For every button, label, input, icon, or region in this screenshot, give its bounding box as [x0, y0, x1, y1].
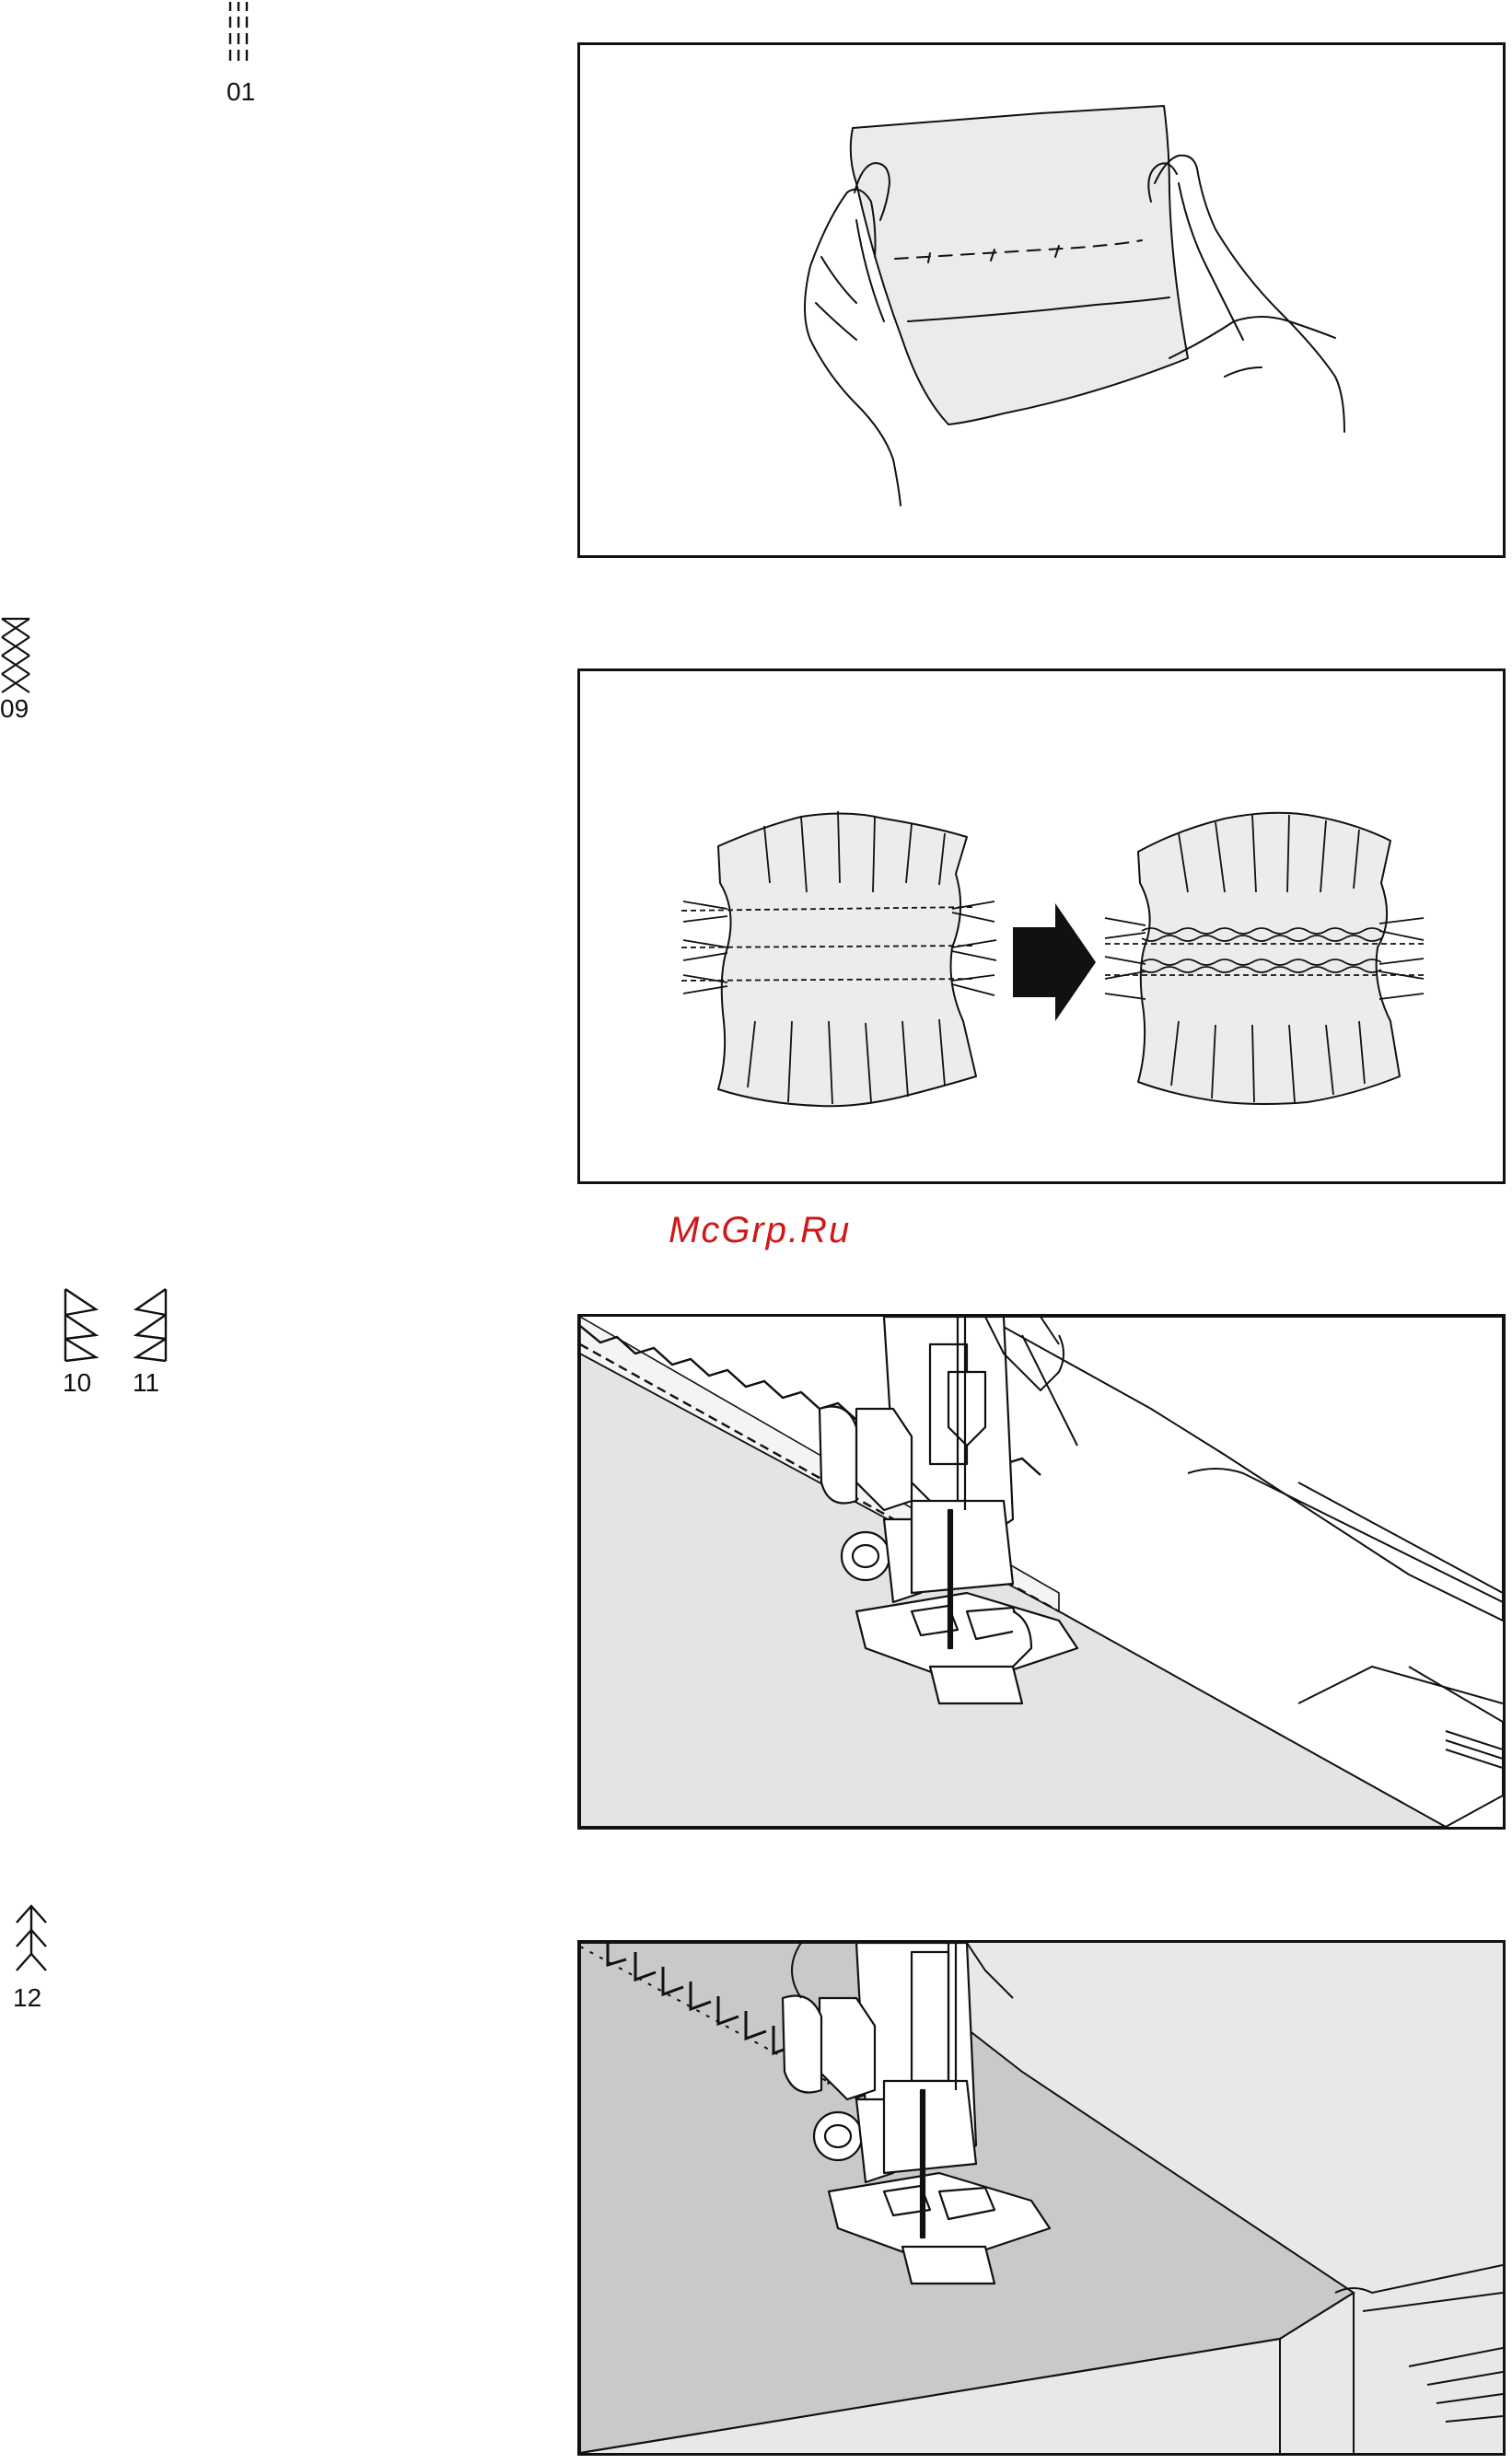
stitch-label-01: 01 — [227, 77, 256, 106]
stitch-label-11: 11 — [133, 1368, 160, 1397]
stitch-symbol-10 — [63, 1287, 99, 1367]
stitch-symbol-11 — [133, 1287, 169, 1367]
illustration-feather-stitch-sewing — [577, 1940, 1506, 2456]
right-arrow-icon — [1013, 903, 1096, 1021]
illustration-blind-hem-sewing — [577, 1314, 1506, 1830]
stitch-symbol-12 — [13, 1902, 50, 1981]
stitch-symbol-01 — [227, 0, 254, 74]
stitch-symbol-09 — [0, 615, 33, 699]
watermark: McGrp.Ru — [669, 1210, 852, 1250]
stitch-label-10: 10 — [63, 1368, 92, 1397]
straight-stitch-icon — [227, 0, 254, 64]
blind-hem-stitch-icon — [63, 1287, 99, 1363]
cross-stitch-icon — [0, 615, 33, 694]
feather-stitch-icon — [13, 1902, 50, 1976]
illustration-smocking — [577, 668, 1506, 1184]
illustration-hands-fabric — [577, 42, 1506, 558]
stitch-label-12: 12 — [13, 1983, 42, 2012]
blind-hem-stitch-left-icon — [133, 1287, 169, 1363]
stitch-label-09: 09 — [0, 694, 29, 723]
